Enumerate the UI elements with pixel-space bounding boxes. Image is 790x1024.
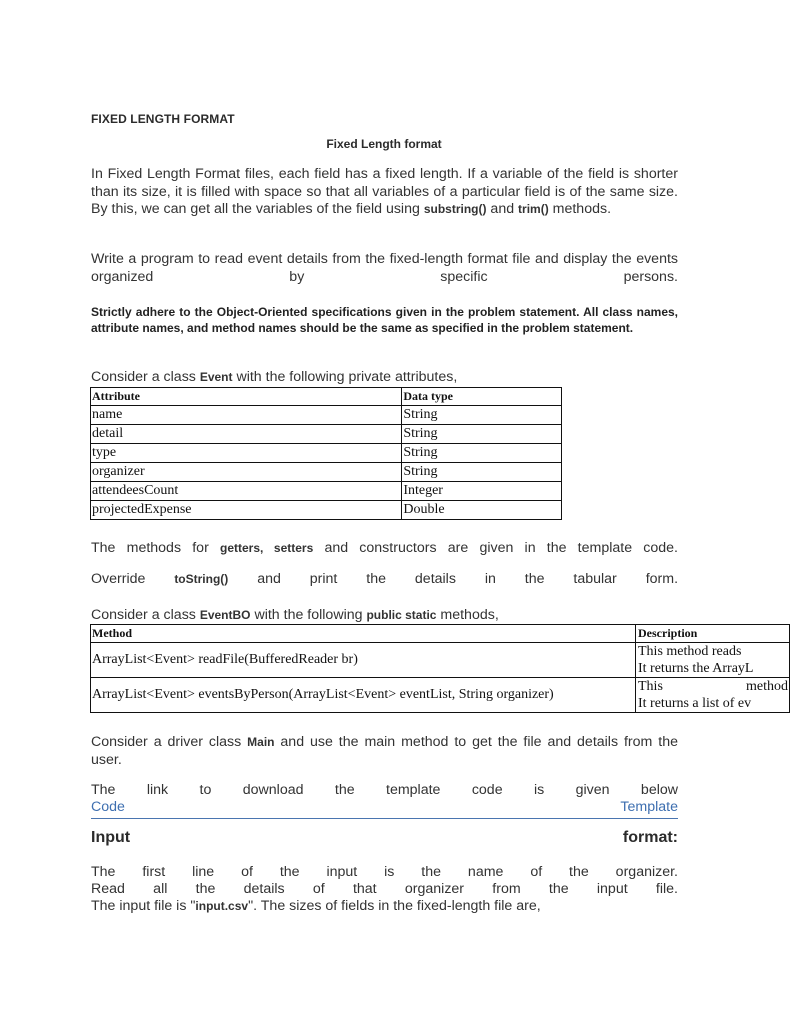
input-line-2: Read all the details of that organizer from the input file. xyxy=(91,881,678,897)
driver-text-end: and use the main method to get the file and details from the user. xyxy=(91,734,678,768)
public-static-keyword: public static xyxy=(366,608,437,622)
datatype-cell: Double xyxy=(402,501,562,520)
table-header-row xyxy=(91,388,562,406)
method-cell: ArrayList<Event> eventsByPerson(ArrayList<Event> eventList, String organizer) xyxy=(91,678,636,713)
input-csv-filename: input.csv xyxy=(195,899,249,913)
table-row xyxy=(91,643,790,678)
eventbo-intro-text-mid: with the following xyxy=(250,607,367,623)
doc-subheading: Fixed Length format xyxy=(326,137,442,151)
attribute-cell: type xyxy=(91,444,402,463)
input-heading-word: Input xyxy=(91,829,131,846)
eventbo-intro-text-end: methods, xyxy=(436,607,499,623)
tostring-keyword: toString() xyxy=(174,572,229,586)
intro-text: In Fixed Length Format files, each field has a fixed length. If a variable of the field is shorter than its size, it is filled with space so that all variables of a particular field is of the same size. By this, we can get all the variables of the field using xyxy=(91,166,678,217)
task-paragraph: Write a program to read event details from the fixed-length format file and display the events organized by specific persons. xyxy=(91,251,678,285)
driver-text: Consider a driver class xyxy=(91,734,248,750)
override-line xyxy=(91,571,678,589)
intro-text-and: and xyxy=(486,201,519,217)
datatype-cell: String xyxy=(402,463,562,482)
eventbo-intro-text: Consider a class xyxy=(91,607,200,623)
datatype-cell: String xyxy=(402,444,562,463)
table-row xyxy=(91,444,562,463)
description-header: Description xyxy=(636,625,790,643)
table-row xyxy=(91,425,562,444)
attribute-cell: attendeesCount xyxy=(91,482,402,501)
table-row xyxy=(91,463,562,482)
description-line: This method reads xyxy=(638,644,742,659)
event-intro-text-end: with the following private attributes, xyxy=(232,369,458,385)
description-line: It returns the ArrayL xyxy=(638,661,754,676)
attribute-cell: name xyxy=(91,406,402,425)
datatype-header: Data type xyxy=(402,388,562,406)
eventbo-class-intro xyxy=(91,607,678,625)
table-row xyxy=(91,482,562,501)
eventbo-methods-table xyxy=(90,624,790,713)
datatype-cell: String xyxy=(402,406,562,425)
main-class-name: Main xyxy=(247,735,275,749)
template-link-word[interactable]: Template xyxy=(620,799,678,815)
input-file-text: The input file is " xyxy=(91,898,196,914)
method-cell: ArrayList<Event> readFile(BufferedReader br) xyxy=(91,643,636,678)
template-link[interactable] xyxy=(91,799,678,819)
table-header-row xyxy=(91,625,790,643)
datatype-cell: Integer xyxy=(402,482,562,501)
table-row xyxy=(91,678,790,713)
table-row xyxy=(91,406,562,425)
event-attributes-table xyxy=(90,387,562,520)
attribute-header: Attribute xyxy=(91,388,402,406)
methods-text: The methods for xyxy=(91,540,220,556)
attribute-cell: detail xyxy=(91,425,402,444)
table-row xyxy=(91,501,562,520)
datatype-cell: String xyxy=(402,425,562,444)
event-class-intro xyxy=(91,369,678,387)
description-line: This method xyxy=(638,679,788,694)
getters-setters-keyword: getters, setters xyxy=(219,541,314,555)
attribute-cell: organizer xyxy=(91,463,402,482)
override-text-end: and print the details in the tabular form. xyxy=(228,571,679,587)
eventbo-class-name: EventBO xyxy=(199,608,251,622)
description-line: It returns a list of ev xyxy=(638,696,752,711)
method-header: Method xyxy=(91,625,636,643)
attribute-cell: projectedExpense xyxy=(91,501,402,520)
template-link-text: The link to download the template code is given below xyxy=(91,782,678,798)
input-line-3 xyxy=(91,898,678,916)
input-line-1: The first line of the input is the name of the organizer. xyxy=(91,864,678,880)
intro-paragraph xyxy=(91,166,678,219)
driver-class-paragraph xyxy=(91,734,678,769)
description-cell xyxy=(636,678,790,713)
doc-heading: FIXED LENGTH FORMAT xyxy=(91,112,235,126)
trim-keyword: trim() xyxy=(518,202,549,216)
getters-setters-line xyxy=(91,540,678,558)
event-intro-text: Consider a class xyxy=(91,369,200,385)
format-heading-word: format: xyxy=(622,829,678,846)
override-text: Override xyxy=(91,571,175,587)
input-file-text-end: ". The sizes of fields in the fixed-length file are, xyxy=(248,898,541,914)
methods-text-end: and constructors are given in the template code. xyxy=(313,540,678,556)
code-link[interactable]: Code xyxy=(91,799,125,815)
description-cell xyxy=(636,643,790,678)
intro-text-end: methods. xyxy=(548,201,612,217)
substring-keyword: substring() xyxy=(423,202,487,216)
oop-note: Strictly adhere to the Object-Oriented specifications given in the problem statement. All class names, attribute names, and method names should be the same as specified in the problem statement. xyxy=(91,305,678,335)
event-class-name: Event xyxy=(199,370,233,384)
input-format-heading xyxy=(91,829,678,847)
